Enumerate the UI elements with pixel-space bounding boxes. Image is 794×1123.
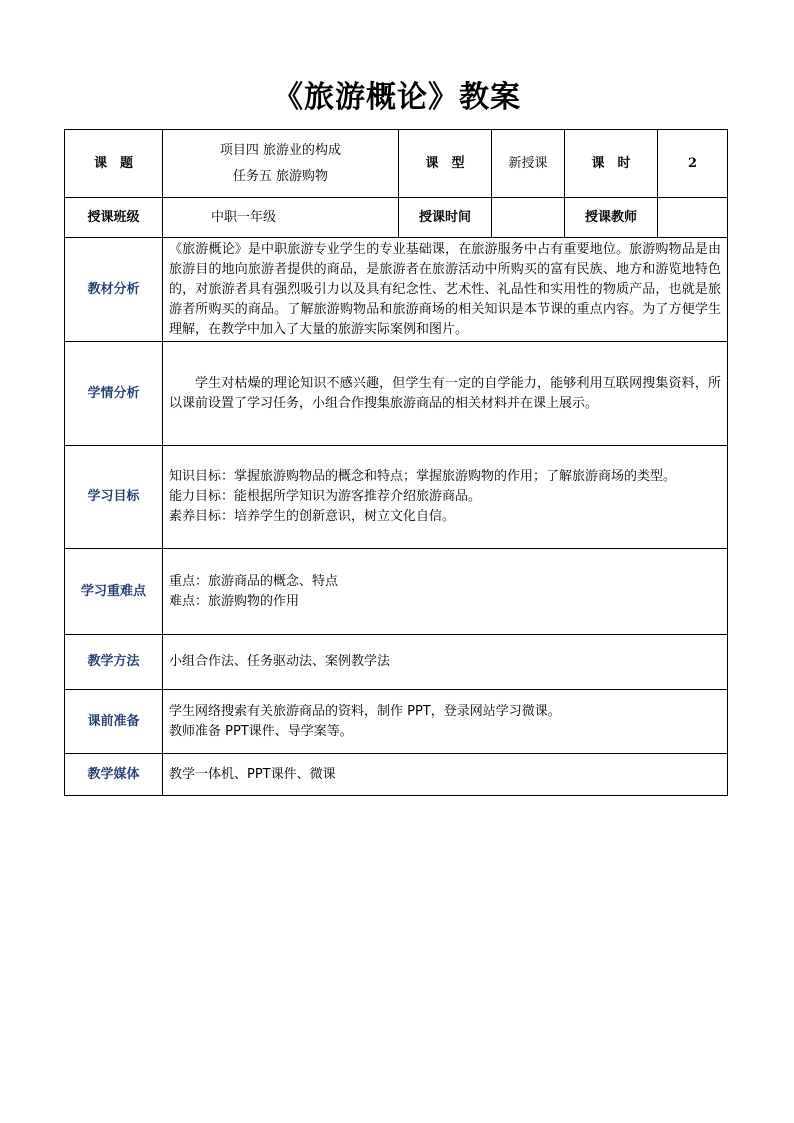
method-text: 小组合作法、任务驱动法、案例教学法 [163, 635, 728, 690]
textbook-label: 教材分析 [65, 238, 163, 342]
row-prep [65, 690, 728, 754]
prep-student: 学生网络搜索有关旅游商品的资料，制作 PPT，登录网站学习微课。 [169, 703, 561, 719]
goals-label: 学习目标 [65, 446, 163, 549]
key-difficulty: 难点：旅游购物的作用 [169, 593, 300, 609]
type-label: 课 型 [399, 130, 492, 198]
prep-content [163, 690, 728, 754]
topic-value [163, 130, 399, 198]
students-label: 学情分析 [65, 342, 163, 446]
goal-ability: 能力目标：能根据所学知识为游客推荐介绍旅游商品。 [169, 489, 482, 504]
prep-label: 课前准备 [65, 690, 163, 754]
key-label: 学习重难点 [65, 549, 163, 635]
time-label: 授课时间 [399, 198, 492, 238]
hours-label: 课 时 [565, 130, 658, 198]
row-class [65, 198, 728, 238]
row-textbook [65, 238, 728, 342]
row-media [65, 754, 728, 796]
media-label: 教学媒体 [65, 754, 163, 796]
class-value: 中职一年级 [163, 198, 399, 238]
topic-label: 课 题 [65, 130, 163, 198]
teacher-value [658, 198, 728, 238]
lesson-plan-table [64, 129, 728, 796]
key-focus: 重点：旅游商品的概念、特点 [169, 573, 339, 589]
row-goals [65, 446, 728, 549]
topic-line-1: 项目四 旅游业的构成 [219, 142, 342, 158]
topic-line-2: 任务五 旅游购物 [232, 168, 329, 184]
prep-teacher: 教师准备 PPT课件、导学案等。 [169, 723, 353, 739]
document-title: 《旅游概论》教案 [273, 80, 521, 115]
class-label: 授课班级 [65, 198, 163, 238]
row-method [65, 635, 728, 690]
row-key-points [65, 549, 728, 635]
goals-content [163, 446, 728, 549]
teacher-label: 授课教师 [565, 198, 658, 238]
type-value: 新授课 [492, 130, 565, 198]
textbook-text: 《旅游概论》是中职旅游专业学生的专业基础课，在旅游服务中占有重要地位。旅游购物品是由旅游目的地向旅游者提供的商品，是旅游者在旅游活动中所购买的富有民族、地方和游览地特色的，对旅游者具有强烈吸引力以及具有纪念性、艺术性、礼品性和实用性的物质产品，也就是旅游者所购买的商品。了解旅游购物品和旅游商场的相关知识是本节课的重点内容。为了方便学生理解，在教学中加入了大量的旅游实际案例和图片。 [163, 238, 728, 342]
row-students [65, 342, 728, 446]
key-content [163, 549, 728, 635]
row-topic [65, 130, 728, 198]
time-value [492, 198, 565, 238]
goal-literacy: 素养目标：培养学生的创新意识，树立文化自信。 [169, 509, 456, 524]
hours-value: 2 [658, 130, 728, 198]
students-text: 学生对枯燥的理论知识不感兴趣，但学生有一定的自学能力，能够利用互联网搜集资料，所以课前设置了学习任务，小组合作搜集旅游商品的相关材料并在课上展示。 [163, 342, 728, 446]
media-text: 教学一体机、PPT课件、微课 [163, 754, 728, 796]
method-label: 教学方法 [65, 635, 163, 690]
goal-knowledge: 知识目标：掌握旅游购物品的概念和特点；掌握旅游购物的作用；了解旅游商场的类型。 [169, 469, 677, 484]
